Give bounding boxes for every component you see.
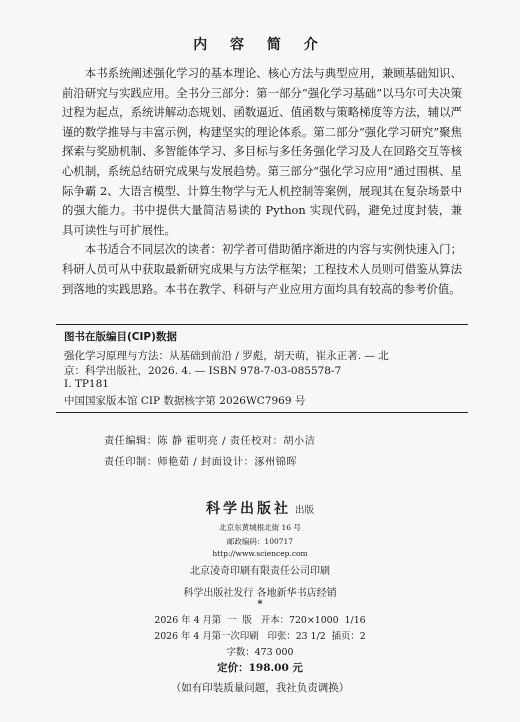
cip-heading: 图书在版编目(CIP)数据 — [64, 331, 177, 343]
cip-publication-line: 京：科学出版社，2026. 4. — ISBN 978-7-03-085578-7 — [64, 365, 342, 377]
publisher-address: 北京东黄城根北街 16 号 — [219, 523, 301, 532]
edition-format-line: 2026 年 4 月第 一 版 开本：720×1000 1/16 — [154, 615, 366, 626]
price-value: 198.00 元 — [248, 662, 303, 674]
separator-star: * — [257, 599, 263, 610]
cip-bottom-rule — [56, 412, 468, 413]
printing-sheets-line: 2026 年 4 月第一次印刷 印张：23 1/2 插页：2 — [154, 631, 366, 642]
distribution-line: 科学出版社发行 各地新华书店经销 — [183, 588, 337, 599]
printer-line: 北京凌奇印刷有限责任公司印刷 — [190, 566, 330, 577]
publisher-logo-name: 科学出版社 — [205, 501, 291, 517]
word-count-line: 字数：473 000 — [226, 647, 294, 658]
content-summary — [62, 64, 462, 299]
publisher-suffix: 出版 — [294, 505, 314, 516]
publisher-website: http://www.sciencep.com — [212, 549, 308, 558]
publisher-postcode: 邮政编码：100717 — [226, 537, 294, 546]
cip-record-number: 中国国家版本馆 CIP 数据核字第 2026WC7969 号 — [64, 395, 306, 407]
publisher-imprint — [0, 498, 520, 518]
summary-paragraph-1: 本书系统阐述强化学习的基本理论、核心方法与典型应用，兼顾基础知识、前沿研究与实践应用。全书分三部分：第一部分“强化学习基础”以马尔可夫决策过程为起点，系统讲解动态规划、函数逼近、值函数与策略梯度等方法，辅以严谨的数学推导与丰富示例，构建坚实的理论体系。第二部分“强化学习研究”聚焦探索与奖励机制、多智能体学习、多目标与多任务强化学习及人在回路交互等核心机制，系统总结研究成果与发展趋势。第三部分“强化学习应用”通过围棋、星际争霸 2、大语言模型、计算生物学与无人机控制等案例，展现其在复杂场景中的强大能力。书中提供大量简洁易读的 Python 实现代码，避免过度封装，兼具可读性与可扩展性。 — [62, 66, 462, 237]
section-title: 内 容 简 介 — [193, 37, 327, 53]
price-line — [0, 660, 520, 675]
summary-paragraph-2: 本书适合不同层次的读者：初学者可借助循序渐进的内容与实例快速入门；科研人员可从中获取最新研究成果与方法学框架；工程技术人员则可借鉴从算法到落地的实践思路。本书在教学、科研与产业应用方面均具有较高的参考价值。 — [62, 242, 462, 296]
quality-notice: （如有印装质量问题，我社负责调换） — [170, 682, 350, 694]
cip-top-rule — [56, 324, 468, 325]
editor-credits: 责任编辑：陈 静 霍明亮 / 责任校对：胡小洁 — [104, 436, 316, 447]
cip-title-line: 强化学习原理与方法：从基础到前沿 / 罗彪，胡天萌，崔永正著. — 北 — [64, 350, 389, 362]
cip-classification-line: Ⅰ. TP181 — [64, 378, 109, 390]
cip-data-block — [56, 327, 468, 405]
production-credits: 责任印制：师艳茹 / 封面设计：涿州锦晖 — [104, 457, 298, 468]
price-label: 定价： — [217, 662, 249, 674]
